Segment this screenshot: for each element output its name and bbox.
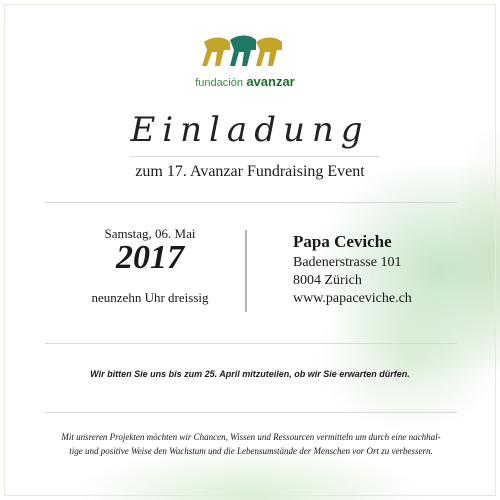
invitation-title: Einladung: [130, 110, 370, 150]
logo-text-light: fundación: [195, 77, 243, 89]
title-divider: [130, 156, 380, 157]
section-divider-top: [45, 202, 457, 203]
logo-wordmark: [190, 74, 300, 89]
event-date-block: [70, 226, 230, 306]
event-year: 2017: [116, 239, 184, 276]
event-weekday-date: Samstag, 06. Mai: [104, 226, 196, 241]
logo-text-bold: avanzar: [246, 74, 295, 89]
venue-block: [293, 233, 412, 308]
mission-line-2: tige und positive Weise den Wachstum und die Lebensumstände der Menschen vor Ort zu verbessern.: [69, 446, 433, 456]
mission-line-1: Mit unsreren Projekten möchten wir Chancen, Wissen und Ressourcen vermitteln um durch eine nachhal-: [61, 432, 441, 442]
mission-statement: [45, 430, 457, 458]
venue-name: Papa Ceviche: [293, 232, 392, 251]
venue-street: Badenerstrasse 101: [293, 255, 402, 270]
vertical-divider: [245, 230, 247, 312]
section-divider-bottom: [45, 412, 457, 413]
venue-city: 8004 Zürich: [293, 273, 362, 288]
event-time: neunzehn Uhr dreissig: [91, 290, 209, 305]
rsvp-note: Wir bitten Sie uns bis zum 25. April mitzuteilen, ob wir Sie erwarten dürfen.: [90, 369, 410, 379]
fundacion-avanzar-logo: [190, 30, 300, 92]
venue-website[interactable]: www.papaceviche.ch: [293, 291, 412, 306]
walking-figures-icon: [190, 30, 300, 74]
section-divider-middle: [45, 343, 457, 344]
event-subtitle: zum 17. Avanzar Fundraising Event: [135, 163, 365, 180]
